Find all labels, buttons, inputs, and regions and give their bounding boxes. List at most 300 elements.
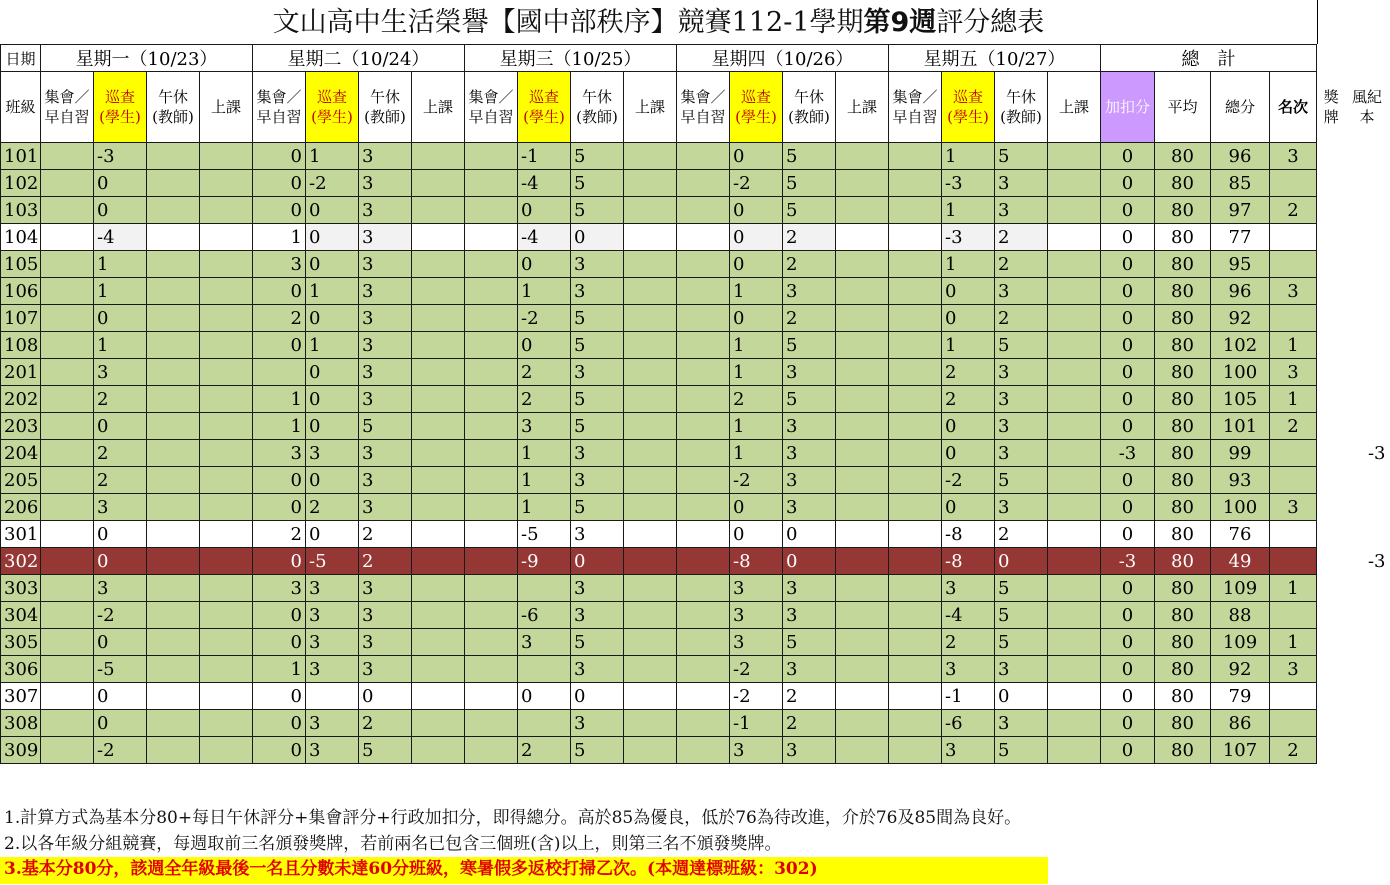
score-cell: [836, 251, 889, 278]
sub-header-line: (教師): [1000, 108, 1042, 126]
score-cell: [889, 683, 942, 710]
day-header: 星期四（10/26）: [677, 45, 889, 72]
score-cell: [836, 386, 889, 413]
totals-sub-header: 總分: [1211, 72, 1270, 143]
score-cell: 2: [942, 359, 995, 386]
sub-header-line: 巡查: [528, 88, 559, 106]
table-row: [1, 602, 1389, 629]
score-cell: 0: [730, 224, 783, 251]
score-cell: [200, 683, 253, 710]
score-cell: [836, 656, 889, 683]
total-cell: 77: [1211, 224, 1270, 251]
score-cell: [200, 521, 253, 548]
score-cell: [1048, 710, 1101, 737]
score-cell: 0: [253, 494, 306, 521]
score-cell: 0: [94, 710, 147, 737]
sub-header-line: 早自習: [892, 108, 938, 126]
score-cell: 0: [306, 413, 359, 440]
score-cell: [41, 467, 94, 494]
medal-cell: [1317, 656, 1346, 683]
score-cell: [1048, 143, 1101, 170]
rank-cell: [1270, 305, 1317, 332]
medal-cell: [1317, 467, 1346, 494]
score-cell: 5: [571, 494, 624, 521]
score-cell: 1: [730, 413, 783, 440]
score-cell: [200, 386, 253, 413]
score-cell: [41, 143, 94, 170]
extra-header-line: 風紀: [1351, 88, 1382, 106]
score-cell: -8: [942, 548, 995, 575]
total-cell: 109: [1211, 629, 1270, 656]
score-cell: 1: [518, 278, 571, 305]
date-header: 日期: [1, 45, 41, 72]
day-header: 星期一（10/23）: [41, 45, 253, 72]
score-cell: 0: [306, 224, 359, 251]
average-cell: 80: [1155, 197, 1211, 224]
score-cell: [836, 170, 889, 197]
score-cell: [836, 710, 889, 737]
score-cell: 3: [783, 737, 836, 764]
sub-header: [730, 72, 783, 143]
sub-header-line: 巡查: [952, 88, 983, 106]
score-cell: [41, 197, 94, 224]
extra-header-line: 牌: [1323, 108, 1339, 126]
score-cell: [624, 575, 677, 602]
sheet-title: [0, 0, 1318, 44]
score-cell: [1048, 467, 1101, 494]
score-cell: [624, 710, 677, 737]
adjust-cell: -3: [1101, 440, 1155, 467]
score-cell: -2: [518, 305, 571, 332]
score-cell: -4: [942, 602, 995, 629]
rank-cell: 3: [1270, 143, 1317, 170]
score-cell: 3: [783, 413, 836, 440]
score-cell: 0: [730, 494, 783, 521]
score-cell: -2: [942, 467, 995, 494]
score-cell: [889, 170, 942, 197]
class-cell: 106: [1, 278, 41, 305]
score-cell: 3: [571, 602, 624, 629]
score-cell: [465, 359, 518, 386]
sub-header-line: 上課: [634, 98, 665, 116]
class-cell: 108: [1, 332, 41, 359]
class-cell: 309: [1, 737, 41, 764]
score-cell: [147, 170, 200, 197]
medal-cell: [1317, 197, 1346, 224]
score-cell: 2: [94, 440, 147, 467]
sub-header: [253, 72, 306, 143]
sub-header: [836, 72, 889, 143]
score-cell: [412, 494, 465, 521]
score-cell: 1: [94, 251, 147, 278]
score-cell: [1048, 629, 1101, 656]
score-cell: [412, 440, 465, 467]
score-cell: -1: [518, 143, 571, 170]
sub-header-line: (教師): [576, 108, 618, 126]
score-cell: 3: [359, 278, 412, 305]
totals-sub-header: 加扣分: [1101, 72, 1155, 143]
score-cell: [465, 494, 518, 521]
score-cell: [465, 170, 518, 197]
score-cell: 3: [730, 575, 783, 602]
discipline-cell: [1346, 197, 1389, 224]
spacer-row: [1, 764, 1389, 778]
score-cell: [465, 737, 518, 764]
score-cell: [836, 521, 889, 548]
score-cell: [836, 305, 889, 332]
score-cell: 0: [730, 197, 783, 224]
rank-cell: [1270, 548, 1317, 575]
sub-header-line: 午休: [793, 88, 824, 106]
medal-cell: [1317, 521, 1346, 548]
day-header: 星期五（10/27）: [889, 45, 1101, 72]
score-cell: 1: [306, 278, 359, 305]
score-cell: [465, 278, 518, 305]
score-cell: 1: [730, 440, 783, 467]
rank-cell: [1270, 440, 1317, 467]
rank-cell: [1270, 251, 1317, 278]
class-cell: 205: [1, 467, 41, 494]
discipline-cell: [1346, 305, 1389, 332]
score-cell: 3: [571, 656, 624, 683]
score-cell: 3: [571, 575, 624, 602]
score-cell: [41, 386, 94, 413]
medal-cell: [1317, 737, 1346, 764]
total-header: 總 計: [1101, 45, 1317, 72]
medal-cell: [1317, 251, 1346, 278]
score-cell: [41, 224, 94, 251]
score-cell: 0: [571, 224, 624, 251]
score-cell: [624, 143, 677, 170]
score-cell: 3: [306, 440, 359, 467]
score-cell: [465, 224, 518, 251]
score-cell: 0: [942, 305, 995, 332]
score-cell: [677, 278, 730, 305]
score-cell: 2: [359, 548, 412, 575]
sub-header: [783, 72, 836, 143]
score-cell: 1: [94, 278, 147, 305]
score-cell: [677, 332, 730, 359]
score-cell: 5: [783, 170, 836, 197]
score-cell: 0: [253, 710, 306, 737]
sub-header: [624, 72, 677, 143]
adjust-cell: 0: [1101, 278, 1155, 305]
score-cell: [889, 251, 942, 278]
score-cell: [200, 494, 253, 521]
extra-header-line: 獎: [1323, 88, 1339, 106]
table-row: [1, 305, 1389, 332]
score-cell: [200, 602, 253, 629]
score-cell: 1: [253, 413, 306, 440]
score-cell: -2: [730, 656, 783, 683]
score-cell: 1: [942, 197, 995, 224]
rank-cell: 1: [1270, 629, 1317, 656]
score-cell: [412, 656, 465, 683]
score-cell: [624, 251, 677, 278]
score-cell: 3: [306, 710, 359, 737]
score-cell: [41, 413, 94, 440]
score-cell: 0: [94, 305, 147, 332]
score-cell: 2: [518, 359, 571, 386]
score-cell: 3: [518, 629, 571, 656]
score-cell: [836, 494, 889, 521]
score-cell: 0: [571, 683, 624, 710]
table-row: [1, 170, 1389, 197]
score-cell: 5: [571, 305, 624, 332]
discipline-cell: [1346, 737, 1389, 764]
score-cell: 2: [783, 710, 836, 737]
discipline-cell: [1346, 683, 1389, 710]
score-cell: [836, 278, 889, 305]
total-cell: 86: [1211, 710, 1270, 737]
sub-header-line: (教師): [364, 108, 406, 126]
score-cell: [1048, 683, 1101, 710]
adjust-cell: 0: [1101, 710, 1155, 737]
score-cell: 0: [518, 251, 571, 278]
score-cell: 3: [783, 494, 836, 521]
score-cell: [147, 251, 200, 278]
medal-cell: [1317, 413, 1346, 440]
discipline-cell: [1346, 278, 1389, 305]
score-cell: [624, 440, 677, 467]
score-cell: 3: [995, 170, 1048, 197]
average-cell: 80: [1155, 548, 1211, 575]
score-cell: [624, 224, 677, 251]
score-cell: [889, 656, 942, 683]
score-cell: [677, 575, 730, 602]
score-cell: [1048, 386, 1101, 413]
score-cell: 3: [359, 143, 412, 170]
score-cell: 0: [942, 440, 995, 467]
sub-header-line: (學生): [311, 108, 353, 126]
totals-sub-header: 名次: [1270, 72, 1317, 143]
score-cell: [306, 683, 359, 710]
score-cell: [889, 737, 942, 764]
score-cell: [624, 305, 677, 332]
score-cell: 5: [571, 143, 624, 170]
score-cell: 5: [571, 737, 624, 764]
score-cell: -8: [942, 521, 995, 548]
adjust-cell: -3: [1101, 548, 1155, 575]
score-cell: 0: [306, 305, 359, 332]
score-cell: [465, 575, 518, 602]
score-cell: -1: [730, 710, 783, 737]
sub-header-line: 上課: [422, 98, 453, 116]
total-cell: 85: [1211, 170, 1270, 197]
table-row: [1, 197, 1389, 224]
score-cell: 0: [94, 521, 147, 548]
discipline-cell: [1346, 602, 1389, 629]
sub-header-line: (學生): [523, 108, 565, 126]
sub-header: [518, 72, 571, 143]
sub-header-line: 午休: [1005, 88, 1036, 106]
score-cell: [412, 467, 465, 494]
score-cell: 3: [359, 359, 412, 386]
score-cell: 5: [783, 197, 836, 224]
score-cell: 3: [571, 440, 624, 467]
score-cell: 5: [783, 332, 836, 359]
sub-header: [41, 72, 94, 143]
class-cell: 105: [1, 251, 41, 278]
score-cell: 2: [518, 737, 571, 764]
score-cell: [41, 440, 94, 467]
medal-cell: [1317, 170, 1346, 197]
score-cell: 0: [253, 737, 306, 764]
day-header: 星期二（10/24）: [253, 45, 465, 72]
score-cell: [836, 683, 889, 710]
total-cell: 79: [1211, 683, 1270, 710]
score-cell: 5: [359, 737, 412, 764]
score-cell: 3: [571, 521, 624, 548]
sub-header-line: 集會／: [44, 88, 90, 106]
score-cell: [41, 602, 94, 629]
score-cell: [624, 413, 677, 440]
score-cell: [465, 386, 518, 413]
score-cell: [41, 656, 94, 683]
score-cell: 3: [253, 575, 306, 602]
discipline-cell: [1346, 413, 1389, 440]
score-cell: [836, 575, 889, 602]
sub-header: [571, 72, 624, 143]
totals-sub-header: 平均: [1155, 72, 1211, 143]
discipline-cell: -3: [1367, 442, 1386, 464]
sub-header: [465, 72, 518, 143]
adjust-cell: 0: [1101, 602, 1155, 629]
score-cell: 3: [571, 710, 624, 737]
score-cell: 3: [359, 170, 412, 197]
score-cell: [41, 332, 94, 359]
score-cell: [624, 683, 677, 710]
score-cell: [677, 602, 730, 629]
score-cell: [465, 413, 518, 440]
score-cell: [889, 548, 942, 575]
discipline-cell: -3: [1367, 550, 1386, 572]
score-cell: [465, 332, 518, 359]
score-cell: -5: [94, 656, 147, 683]
rank-cell: 3: [1270, 359, 1317, 386]
class-cell: 306: [1, 656, 41, 683]
score-cell: [624, 656, 677, 683]
total-cell: 49: [1211, 548, 1270, 575]
table-row: [1, 575, 1389, 602]
score-cell: 3: [942, 737, 995, 764]
score-cell: 3: [306, 602, 359, 629]
score-cell: 3: [359, 467, 412, 494]
rank-cell: [1270, 224, 1317, 251]
score-cell: [836, 440, 889, 467]
score-cell: [465, 656, 518, 683]
score-cell: [1048, 170, 1101, 197]
score-cell: [412, 224, 465, 251]
score-cell: [624, 170, 677, 197]
score-cell: 2: [783, 305, 836, 332]
sub-header-line: (教師): [152, 108, 194, 126]
score-cell: 1: [942, 251, 995, 278]
average-cell: 80: [1155, 440, 1211, 467]
score-cell: 3: [359, 332, 412, 359]
score-cell: 0: [783, 521, 836, 548]
discipline-cell: [1346, 251, 1389, 278]
table-row: [1, 521, 1389, 548]
score-cell: 3: [94, 359, 147, 386]
adjust-cell: 0: [1101, 305, 1155, 332]
score-cell: [836, 467, 889, 494]
score-cell: [200, 737, 253, 764]
score-cell: [200, 278, 253, 305]
score-cell: 3: [359, 602, 412, 629]
rank-cell: 1: [1270, 386, 1317, 413]
sub-header-line: 集會／: [256, 88, 302, 106]
class-cell: 204: [1, 440, 41, 467]
score-cell: 5: [995, 467, 1048, 494]
score-cell: 1: [306, 143, 359, 170]
score-cell: [41, 575, 94, 602]
rank-cell: 1: [1270, 575, 1317, 602]
medal-cell: [1317, 710, 1346, 737]
score-cell: 3: [571, 467, 624, 494]
score-cell: 0: [306, 467, 359, 494]
score-cell: [147, 143, 200, 170]
score-cell: -5: [518, 521, 571, 548]
note-penalty-rule: 3.基本分80分，該週全年級最後一名且分數未達60分班級，寒暑假多返校打掃乙次。(本週達標班級：302): [0, 857, 1048, 884]
total-cell: 95: [1211, 251, 1270, 278]
total-cell: 107: [1211, 737, 1270, 764]
score-cell: 1: [730, 332, 783, 359]
score-cell: 1: [518, 440, 571, 467]
score-cell: 3: [253, 440, 306, 467]
medal-cell: [1317, 575, 1346, 602]
score-cell: 2: [995, 251, 1048, 278]
class-cell: 101: [1, 143, 41, 170]
score-cell: 0: [253, 170, 306, 197]
average-cell: 80: [1155, 737, 1211, 764]
score-cell: 0: [253, 143, 306, 170]
discipline-cell: [1346, 359, 1389, 386]
score-cell: [200, 143, 253, 170]
score-cell: [147, 305, 200, 332]
average-cell: 80: [1155, 224, 1211, 251]
score-cell: [253, 359, 306, 386]
total-cell: 105: [1211, 386, 1270, 413]
medal-cell: [1317, 143, 1346, 170]
sub-header-line: 午休: [581, 88, 612, 106]
score-cell: [836, 737, 889, 764]
total-cell: 109: [1211, 575, 1270, 602]
medal-cell: [1317, 386, 1346, 413]
score-cell: [200, 575, 253, 602]
score-cell: [1048, 278, 1101, 305]
score-cell: 0: [306, 521, 359, 548]
score-cell: [147, 737, 200, 764]
table-row: [1, 494, 1389, 521]
discipline-cell: [1346, 575, 1389, 602]
score-cell: [412, 602, 465, 629]
score-cell: 0: [359, 683, 412, 710]
score-table: [0, 44, 1389, 778]
average-cell: 80: [1155, 278, 1211, 305]
note-calculation: 1.計算方式為基本分80+每日午休評分+集會評分+行政加扣分，即得總分。高於85為優良，低於76為待改進，介於76及85間為良好。: [4, 808, 1022, 828]
class-cell: 304: [1, 602, 41, 629]
score-cell: [677, 251, 730, 278]
total-cell: 96: [1211, 278, 1270, 305]
score-cell: 3: [94, 575, 147, 602]
score-cell: [200, 710, 253, 737]
score-cell: 0: [942, 494, 995, 521]
score-cell: [624, 737, 677, 764]
score-cell: [624, 386, 677, 413]
medal-cell: [1317, 332, 1346, 359]
average-cell: 80: [1155, 305, 1211, 332]
